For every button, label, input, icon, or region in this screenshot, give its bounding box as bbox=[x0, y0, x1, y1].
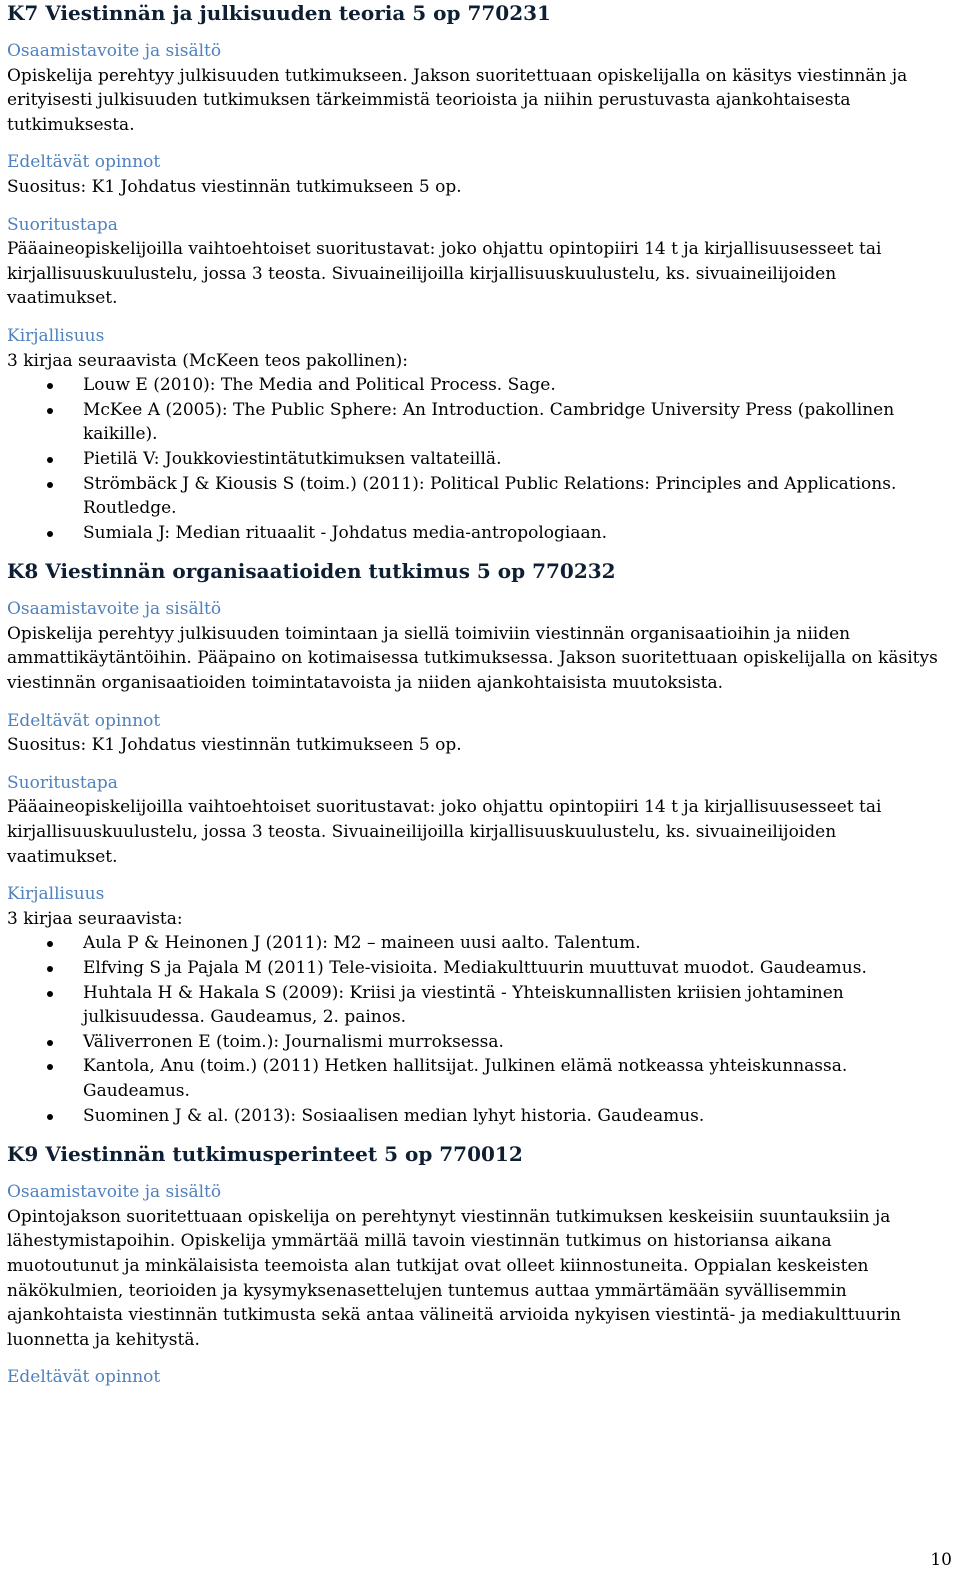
list-item: Huhtala H & Hakala S (2009): Kriisi ja viestintä - Yhteiskunnallisten kriisien johtaminen julkisuudessa. Gaudeamus, 2. painos. bbox=[7, 981, 942, 1030]
literature-intro: 3 kirjaa seuraavista (McKeen teos pakollinen): bbox=[7, 350, 409, 371]
list-item: Louw E (2010): The Media and Political Process. Sage. bbox=[7, 373, 942, 398]
goals-heading: Osaamistavoite ja sisältö bbox=[7, 41, 222, 61]
page-number: 10 bbox=[930, 1550, 952, 1571]
literature-list bbox=[7, 373, 942, 545]
prereq-text: Suositus: K1 Johdatus viestinnän tutkimukseen 5 op. bbox=[7, 176, 462, 197]
list-item: Suominen J & al. (2013): Sosiaalisen median lyhyt historia. Gaudeamus. bbox=[7, 1104, 942, 1129]
literature-intro: 3 kirjaa seuraavista: bbox=[7, 908, 183, 929]
literature-heading: Kirjallisuus bbox=[7, 325, 105, 346]
list-item: McKee A (2005): The Public Sphere: An Introduction. Cambridge University Press (pakollinen kaikille). bbox=[7, 398, 942, 447]
list-item: Pietilä V: Joukkoviestintätutkimuksen valtateillä. bbox=[7, 447, 942, 472]
list-item: Väliverronen E (toim.): Journalismi murroksessa. bbox=[7, 1030, 942, 1055]
goals-text: Opiskelija perehtyy julkisuuden tutkimukseen. Jakson suoritettuaan opiskelijalla on käsitys viestinnän ja erityisesti julkisuuden tutkimuksen tärkeimmistä teorioista ja niihin perustuvasta ajankohtaisesta tutkimuksesta. bbox=[7, 65, 908, 135]
prereq-heading: Edeltävät opinnot bbox=[7, 1367, 161, 1388]
course-k7 bbox=[7, 0, 942, 545]
goals-text: Opiskelija perehtyy julkisuuden toimintaan ja siellä toimiviin viestinnän organisaatioihin ja niiden ammattikäytäntöihin. Pääpaino on kotimaisessa tutkimuksessa. Jakson suoritettuaan opiskelijalla on käsitys viestinnän organisaatioiden toimintatavoista ja niiden ajankohtaisista muutoksista. bbox=[7, 623, 938, 694]
literature-list bbox=[7, 931, 942, 1128]
prereq-text: Suositus: K1 Johdatus viestinnän tutkimukseen 5 op. bbox=[7, 735, 462, 756]
course-title: K9 Viestinnän tutkimusperinteet 5 op 770012 bbox=[7, 1142, 523, 1167]
prereq-heading: Edeltävät opinnot bbox=[7, 710, 161, 731]
method-text: Pääaineopiskelijoilla vaihtoehtoiset suoritustavat: joko ohjattu opintopiiri 14 t ja kirjallisuusesseet tai kirjallisuuskuulustelu, jossa 3 teosta. Sivuaineilijoilla kirjallisuuskuulustelu, ks. sivuaineilijoiden vaatimukset. bbox=[7, 797, 882, 867]
prereq-heading: Edeltävät opinnot bbox=[7, 152, 161, 173]
list-item: Elfving S ja Pajala M (2011) Tele-visioita. Mediakulttuurin muuttuvat muodot. Gaudeamus. bbox=[7, 956, 942, 981]
course-title: K8 Viestinnän organisaatioiden tutkimus 5 op 770232 bbox=[7, 559, 616, 584]
course-title: K7 Viestinnän ja julkisuuden teoria 5 op 770231 bbox=[7, 1, 551, 25]
goals-heading: Osaamistavoite ja sisältö bbox=[7, 1182, 222, 1203]
course-k8 bbox=[7, 558, 942, 1128]
goals-text: Opintojakson suoritettuaan opiskelija on perehtynyt viestinnän tutkimuksen keskeisiin suuntauksiin ja lähestymistapoihin. Opiskelija ymmärtää millä tavoin viestinnän tutkimus on historiansa aikana muotoutunut ja minkälaisista teemoista alan tutkijat ovat olleet kiinnostuneita. Oppialan keskeisten näkökulmien, teorioiden ja kysymyksenasettelujen tuntemus auttaa ymmärtämään syvällisemmin ajankohtaista viestinnän tutkimusta sekä antaa välineitä arvioida nykyisen viestintä- ja mediakulttuurin luonnetta ja kehitystä. bbox=[7, 1206, 901, 1350]
method-heading: Suoritustapa bbox=[7, 214, 118, 235]
course-k9 bbox=[7, 1141, 942, 1390]
list-item: Kantola, Anu (toim.) (2011) Hetken hallitsijat. Julkinen elämä notkeassa yhteiskunnassa. Gaudeamus. bbox=[7, 1054, 942, 1103]
list-item: Strömbäck J & Kiousis S (toim.) (2011): Political Public Relations: Principles and Applications. Routledge. bbox=[7, 472, 942, 521]
method-heading: Suoritustapa bbox=[7, 772, 118, 793]
document-page bbox=[7, 0, 942, 1403]
literature-heading: Kirjallisuus bbox=[7, 884, 105, 905]
goals-heading: Osaamistavoite ja sisältö bbox=[7, 599, 222, 620]
method-text: Pääaineopiskelijoilla vaihtoehtoiset suoritustavat: joko ohjattu opintopiiri 14 t ja kirjallisuusesseet tai kirjallisuuskuulustelu, jossa 3 teosta. Sivuaineilijoilla kirjallisuuskuulustelu, ks. sivuaineilijoiden vaatimukset. bbox=[7, 239, 882, 309]
list-item: Aula P & Heinonen J (2011): M2 – maineen uusi aalto. Talentum. bbox=[7, 931, 942, 956]
list-item: Sumiala J: Median rituaalit - Johdatus media-antropologiaan. bbox=[7, 521, 942, 546]
